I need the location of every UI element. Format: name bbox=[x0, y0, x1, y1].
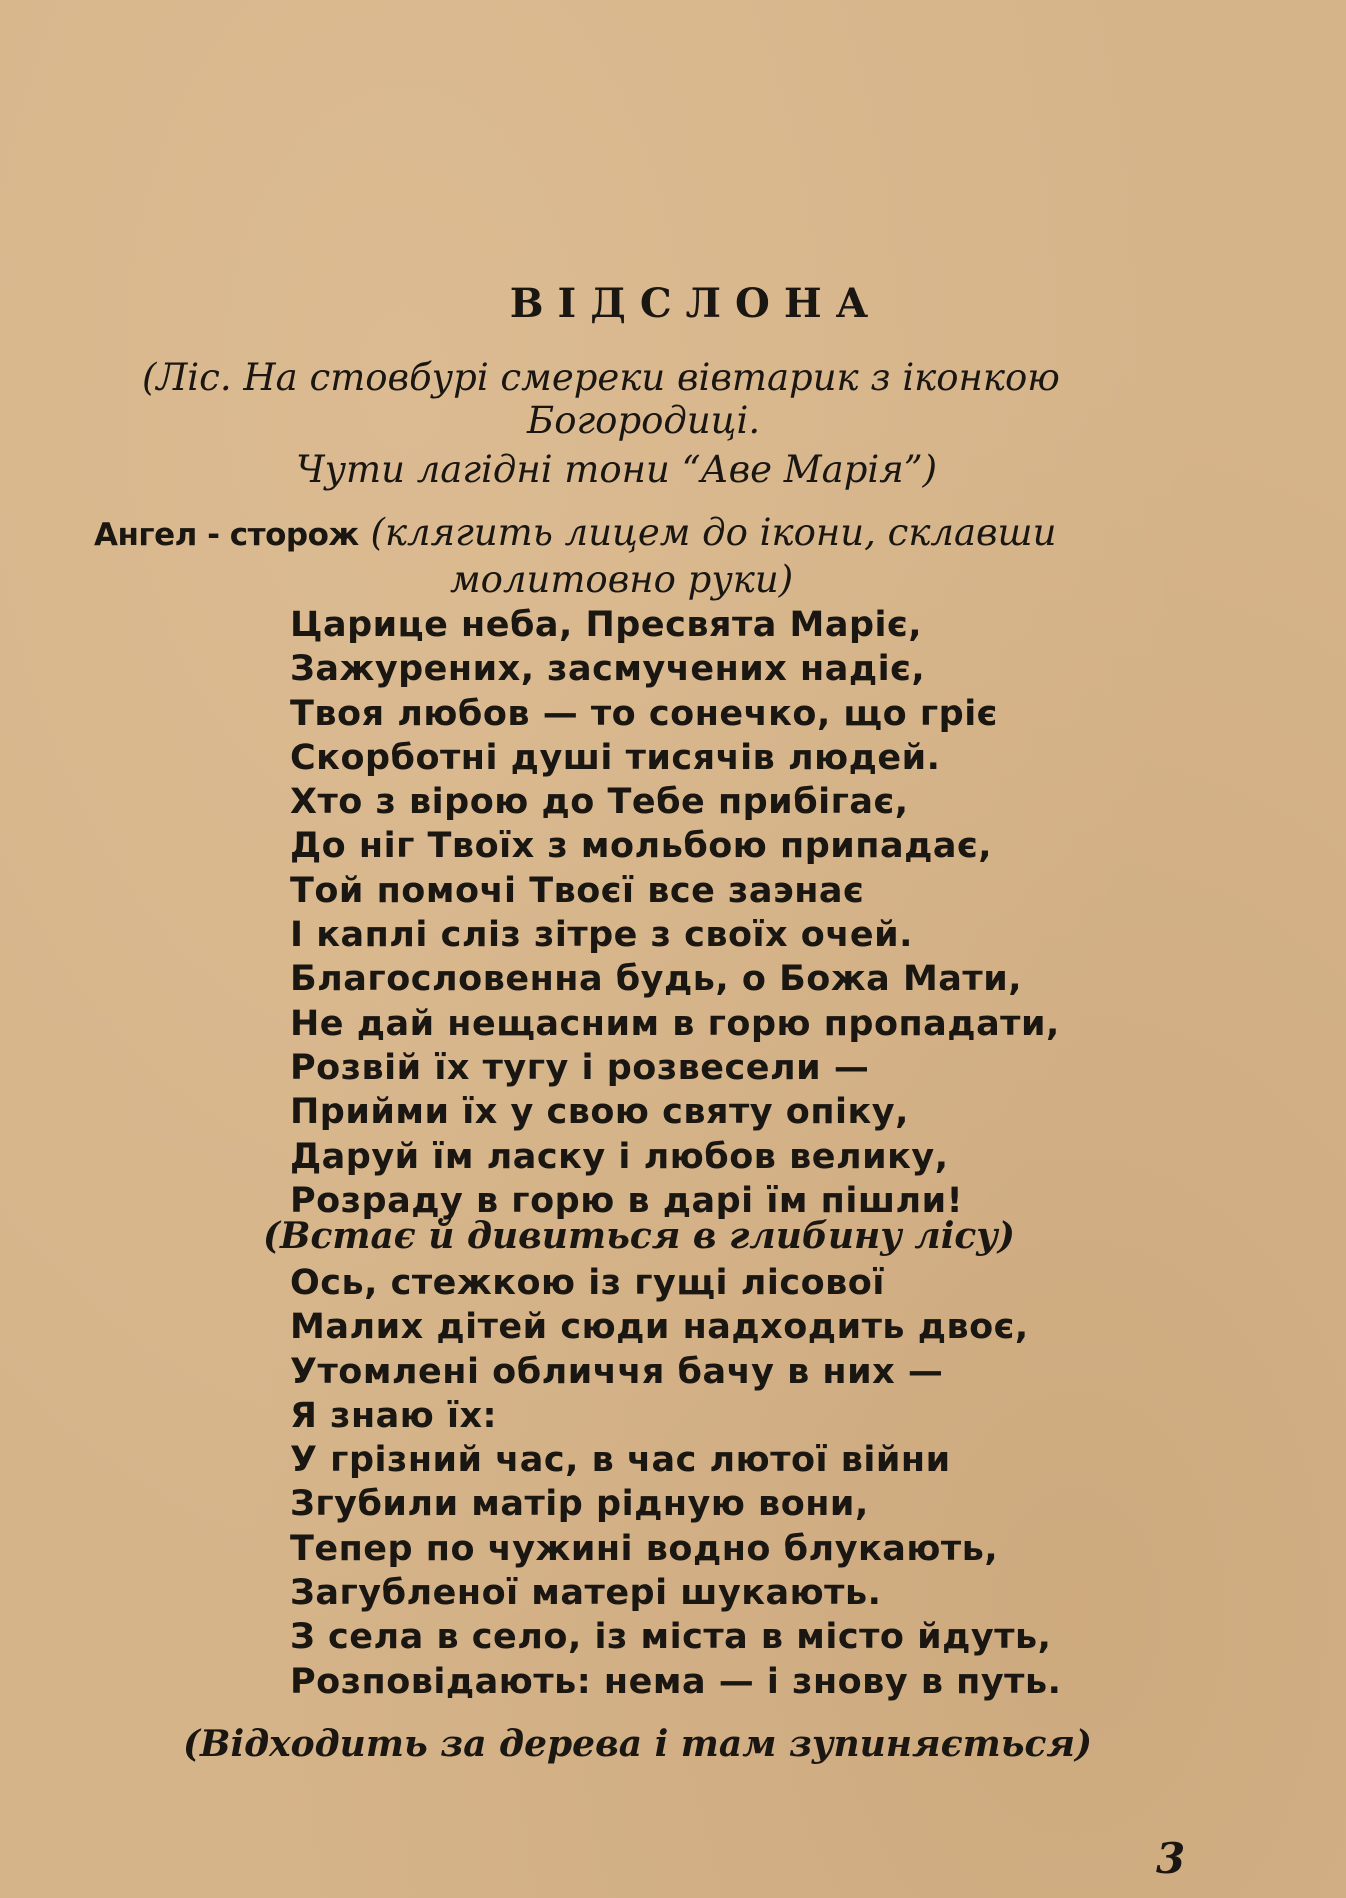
verse-line: Розраду в горю в дарі їм пішли! bbox=[290, 1180, 964, 1221]
verse-block-1 bbox=[290, 603, 1060, 1223]
speaker-direction-line1: (клягить лицем до ікони, склавши bbox=[370, 511, 1057, 554]
stage-direction-middle: (Встає й дивиться в глибину лісу) bbox=[263, 1215, 1015, 1257]
stage-direction-intro-line2: Богородиці. bbox=[527, 399, 761, 442]
verse-line: Благословенна будь, о Божа Мати, bbox=[290, 959, 1023, 1000]
verse-line: Не дай нещасним в горю пропадати, bbox=[290, 1003, 1060, 1044]
verse-line: І каплі сліз зітре з своїх очей. bbox=[290, 915, 913, 956]
verse-line: Даруй їм ласку і любов велику, bbox=[290, 1136, 949, 1177]
verse-line: Прийми їх у свою святу опіку, bbox=[290, 1092, 909, 1133]
verse-line: Розвій їх тугу і розвесели — bbox=[290, 1047, 870, 1088]
page-title: ВІДСЛОНА bbox=[509, 280, 883, 327]
speaker-line bbox=[94, 507, 1056, 561]
verse-line: Я знаю їх: bbox=[290, 1395, 498, 1436]
speaker-name: Ангел - сторож bbox=[94, 517, 359, 553]
verse-line: З села в село, із міста в місто йдуть, bbox=[290, 1617, 1052, 1658]
verse-block-2 bbox=[290, 1261, 1061, 1704]
verse-line: У грізний час, в час лютої війни bbox=[290, 1440, 951, 1481]
verse-line: Згубили матір рідную вони, bbox=[290, 1484, 869, 1525]
verse-line: Хто з вірою до Тебе прибігає, bbox=[290, 782, 909, 823]
stage-direction-intro-line3: Чути лагідні тони “Аве Марія”) bbox=[296, 448, 938, 491]
verse-line: Розповідають: нема — і знову в путь. bbox=[290, 1661, 1062, 1702]
verse-line: Зажурених, засмучених надіє, bbox=[290, 649, 926, 690]
verse-line: Царице неба, Пресвята Маріє, bbox=[290, 605, 923, 645]
verse-line: Ось, стежкою із гущі лісової bbox=[290, 1263, 885, 1303]
stage-direction-intro-line1: (Ліс. На стовбурі смереки вівтарик з іконкою bbox=[142, 356, 1060, 399]
verse-line: Утомлені обличчя бачу в них — bbox=[290, 1351, 944, 1392]
speaker-direction-line2: молитовно руки) bbox=[450, 558, 794, 601]
verse-line: Той помочі Твоєї все заэнає bbox=[290, 870, 865, 911]
verse-line: Тепер по чужині водно блукають, bbox=[290, 1528, 999, 1569]
verse-line: До ніг Твоїх з мольбою припадає, bbox=[290, 826, 993, 867]
page-number: 3 bbox=[1156, 1834, 1186, 1883]
verse-line: Малих дітей сюди надходить двоє, bbox=[290, 1307, 1029, 1348]
verse-line: Твоя любов — то сонечко, що гріє bbox=[290, 693, 998, 734]
verse-line: Загубленої матері шукають. bbox=[290, 1573, 882, 1614]
stage-direction-end: (Відходить за дерева і там зупиняється) bbox=[183, 1723, 1093, 1765]
verse-line: Скорботні душі тисячів людей. bbox=[290, 737, 941, 778]
